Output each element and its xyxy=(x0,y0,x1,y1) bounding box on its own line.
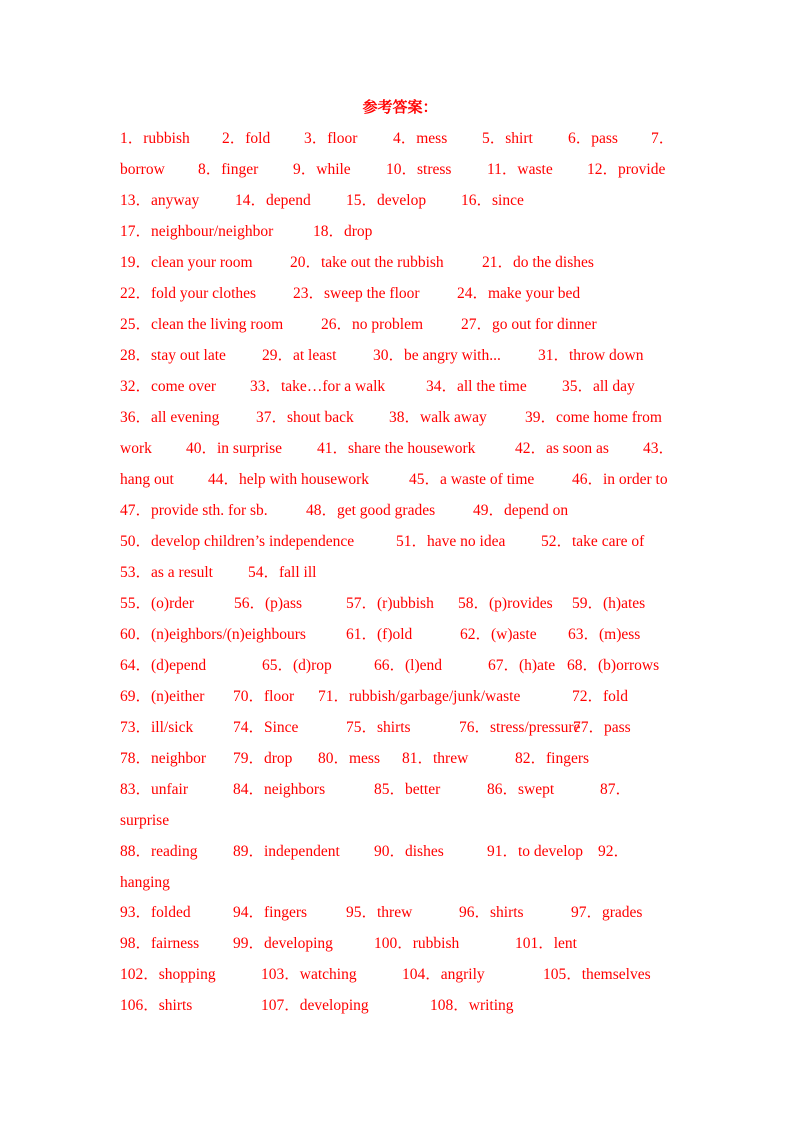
answer-item: 62．(w)aste xyxy=(460,626,537,643)
answer-item: 85．better xyxy=(374,781,441,798)
answer-item: 56．(p)ass xyxy=(234,595,303,612)
answer-item: 53．as a result xyxy=(120,564,213,581)
answer-item: 25．clean the living room xyxy=(120,316,284,333)
answer-item: 43． xyxy=(643,440,675,457)
answer-item: 104．angrily xyxy=(402,966,485,983)
answer-item: 2．fold xyxy=(222,130,271,147)
answer-item: 106．shirts xyxy=(120,997,193,1014)
answer-item: 63．(m)ess xyxy=(568,626,641,643)
answer-item: 17．neighbour/neighbor xyxy=(120,223,274,240)
answer-item: 1．rubbish xyxy=(120,130,190,147)
answer-item: 74．Since xyxy=(233,719,299,736)
answer-item: 5．shirt xyxy=(482,130,533,147)
answer-item: 95．threw xyxy=(346,904,413,921)
answer-item: 46．in order to xyxy=(572,471,668,488)
answer-item: 20．take out the rubbish xyxy=(290,254,444,271)
answer-item: 70．floor xyxy=(233,688,295,705)
answer-item: 64．(d)epend xyxy=(120,657,207,674)
page-title: 参考答案： xyxy=(362,98,438,116)
answer-item: 6．pass xyxy=(568,130,618,147)
answer-item: 90．dishes xyxy=(374,843,444,860)
answer-item: 11．waste xyxy=(487,161,553,178)
answer-item: 31．throw down xyxy=(538,347,644,364)
answer-item: 3．floor xyxy=(304,130,358,147)
answer-item: 48．get good grades xyxy=(306,502,436,519)
answer-item: hang out xyxy=(120,471,174,488)
answer-item: 28．stay out late xyxy=(120,347,226,364)
answer-item: 80．mess xyxy=(318,750,381,767)
answer-item: 78．neighbor xyxy=(120,750,207,767)
answer-item: 34．all the time xyxy=(426,378,527,395)
answer-item: 16．since xyxy=(461,192,524,209)
answer-item: 92． xyxy=(598,843,630,860)
answer-item: 57．(r)ubbish xyxy=(346,595,434,612)
answer-item: 22．fold your clothes xyxy=(120,285,257,302)
answer-item: 23．sweep the floor xyxy=(293,285,420,302)
answer-item: borrow xyxy=(120,161,165,178)
answer-item: 35．all day xyxy=(562,378,635,395)
answer-item: 39．come home from xyxy=(525,409,662,426)
answer-item: 19．clean your room xyxy=(120,254,253,271)
answer-item: 97．grades xyxy=(571,904,643,921)
answer-item: 82．fingers xyxy=(515,750,590,767)
answer-item: 65．(d)rop xyxy=(262,657,332,674)
answer-item: 33．take…for a walk xyxy=(250,378,386,395)
answer-item: 49．depend on xyxy=(473,502,569,519)
answer-item: 55．(o)rder xyxy=(120,595,195,612)
answer-item: 26．no problem xyxy=(321,316,424,333)
answer-item: 27．go out for dinner xyxy=(461,316,597,333)
answer-item: 47．provide sth. for sb. xyxy=(120,502,268,519)
answer-item: 60．(n)eighbors/(n)eighbours xyxy=(120,626,306,643)
answer-item: 7． xyxy=(651,130,675,147)
answer-item: 81．threw xyxy=(402,750,469,767)
answer-item: 75．shirts xyxy=(346,719,411,736)
answer-item: 42．as soon as xyxy=(515,440,609,457)
answer-item: 69．(n)either xyxy=(120,688,205,705)
answer-item: 87． xyxy=(600,781,632,798)
answer-item: 101．lent xyxy=(515,935,577,952)
answer-item: 66．(l)end xyxy=(374,657,443,674)
answer-item: 102．shopping xyxy=(120,966,216,983)
answer-item: 10．stress xyxy=(386,161,452,178)
answer-item: 30．be angry with... xyxy=(373,347,501,364)
answer-item: 71．rubbish/garbage/junk/waste xyxy=(318,688,521,705)
answer-item: 13．anyway xyxy=(120,192,200,209)
answer-item: 8．finger xyxy=(198,161,259,178)
answer-item: 98．fairness xyxy=(120,935,200,952)
answer-item: 76．stress/pressure xyxy=(459,719,581,736)
answer-item: 105．themselves xyxy=(543,966,651,983)
answer-item: hanging xyxy=(120,874,170,891)
answer-item: 38．walk away xyxy=(389,409,487,426)
answer-item: 51．have no idea xyxy=(396,533,506,550)
answer-item: 29．at least xyxy=(262,347,337,364)
answer-item: 18．drop xyxy=(313,223,373,240)
answer-item: 93．folded xyxy=(120,904,191,921)
answer-item: 108．writing xyxy=(430,997,514,1014)
answer-item: 40．in surprise xyxy=(186,440,283,457)
answer-item: 67．(h)ate xyxy=(488,657,556,674)
answer-item: 86．swept xyxy=(487,781,555,798)
answer-item: 91．to develop xyxy=(487,843,583,860)
answer-item: 32．come over xyxy=(120,378,216,395)
answer-item: 88．reading xyxy=(120,843,198,860)
answer-item: 89．independent xyxy=(233,843,340,860)
answer-item: 61．(f)old xyxy=(346,626,413,643)
answer-item: 41．share the housework xyxy=(317,440,476,457)
answer-item: 37．shout back xyxy=(256,409,354,426)
answer-item: 24．make your bed xyxy=(457,285,581,302)
answer-item: 45．a waste of time xyxy=(409,471,535,488)
answer-item: 107．developing xyxy=(261,997,369,1014)
answer-item: 73．ill/sick xyxy=(120,719,194,736)
answer-item: 9．while xyxy=(293,161,351,178)
answer-item: 54．fall ill xyxy=(248,564,317,581)
answer-item: 96．shirts xyxy=(459,904,524,921)
answer-item: 36．all evening xyxy=(120,409,220,426)
answer-item: 94．fingers xyxy=(233,904,308,921)
answer-item: 50．develop children’s independence xyxy=(120,533,355,550)
answer-item: 52．take care of xyxy=(541,533,645,550)
answer-item: 83．unfair xyxy=(120,781,189,798)
answer-item: 77．pass xyxy=(573,719,631,736)
answer-item: 44．help with housework xyxy=(208,471,370,488)
answer-item: 15．develop xyxy=(346,192,427,209)
answer-item: 12．provide xyxy=(587,161,666,178)
answer-item: 72．fold xyxy=(572,688,628,705)
answer-item: 4．mess xyxy=(393,130,448,147)
answer-item: work xyxy=(120,440,152,457)
answer-item: 99．developing xyxy=(233,935,333,952)
answer-item: 100．rubbish xyxy=(374,935,460,952)
answer-item: 59．(h)ates xyxy=(572,595,646,612)
answer-item: 79．drop xyxy=(233,750,293,767)
answer-item: 84．neighbors xyxy=(233,781,326,798)
answer-item: 58．(p)rovides xyxy=(458,595,553,612)
answer-item: 68．(b)orrows xyxy=(567,657,660,674)
answer-item: 103．watching xyxy=(261,966,357,983)
answer-item: 14．depend xyxy=(235,192,311,209)
answer-item: 21．do the dishes xyxy=(482,254,594,271)
answer-item: surprise xyxy=(120,812,170,829)
